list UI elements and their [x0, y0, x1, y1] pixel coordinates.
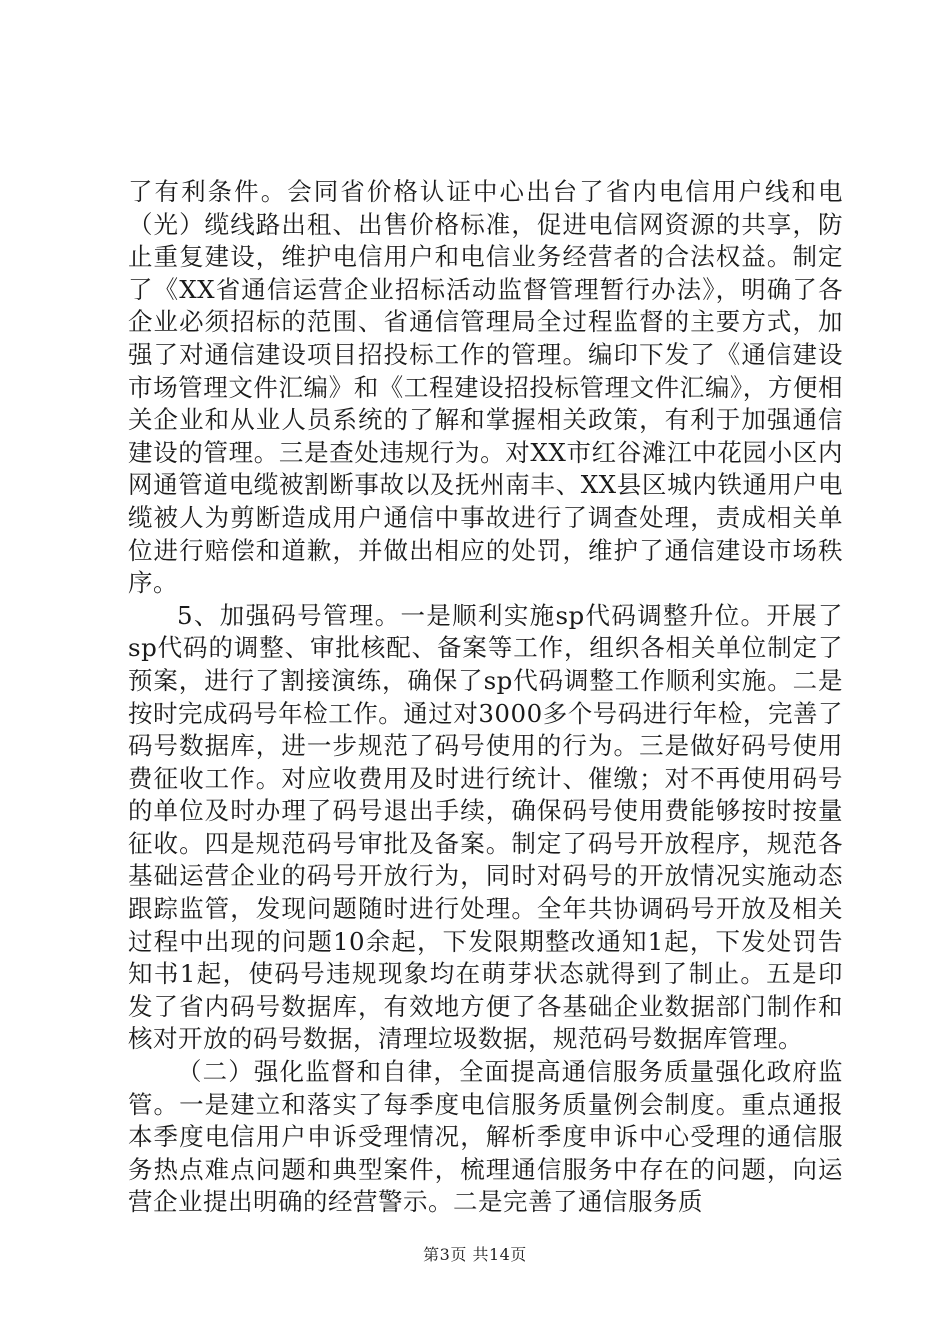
paragraph-2: 5、加强码号管理。一是顺利实施sp代码调整升位。开展了sp代码的调整、审批核配、备案等工作，组织各相关单位制定了预案，进行了割接演练，确保了sp代码调整工作顺利实施。二是按时完成码号年检工作。通过对3000多个号码进行年检，完善了码号数据库，进一步规范了码号使用的行为。三是做好码号使用费征收工作。对应收费用及时进行统计、催缴；对不再使用码号的单位及时办理了码号退出手续，确保码号使用费能够按时按量征收。四是规范码号审批及备案。制定了码号开放程序，规范各基础运营企业的码号开放行为，同时对码号的开放情况实施动态跟踪监管，发现问题随时进行处理。全年共协调码号开放及相关过程中出现的问题10余起，下发限期整改通知1起，下发处罚告知书1起，使码号违规现象均在萌芽状态就得到了制止。五是印发了省内码号数据库，有效地方便了各基础企业数据部门制作和核对开放的码号数据，清理垃圾数据，规范码号数据库管理。 [128, 600, 843, 1054]
body-text [128, 176, 843, 1219]
page-footer: 第3页 共14页 [423, 1245, 527, 1264]
paragraph-1: 了有利条件。会同省价格认证中心出台了省内电信用户线和电（光）缆线路出租、出售价格标准，促进电信网资源的共享，防止重复建设，维护电信用户和电信业务经营者的合法权益。制定了《XX省通信运营企业招标活动监督管理暂行办法》，明确了各企业必须招标的范围、省通信管理局全过程监督的主要方式，加强了对通信建设项目招投标工作的管理。编印下发了《通信建设市场管理文件汇编》和《工程建设招投标管理文件汇编》，方便相关企业和从业人员系统的了解和掌握相关政策，有利于加强通信建设的管理。三是查处违规行为。对XX市红谷滩江中花园小区内网通管道电缆被割断事故以及抚州南丰、XX县区城内铁通用户电缆被人为剪断造成用户通信中事故进行了调查处理，责成相关单位进行赔偿和道歉，并做出相应的处罚，维护了通信建设市场秩序。 [128, 177, 843, 598]
paragraph-3: （二）强化监督和自律，全面提高通信服务质量强化政府监管。一是建立和落实了每季度电信服务质量例会制度。重点通报本季度电信用户申诉受理情况，解析季度申诉中心受理的通信服务热点难点问题和典型案件，梳理通信服务中存在的问题，向运营企业提出明确的经营警示。二是完善了通信服务质 [128, 1057, 843, 1217]
